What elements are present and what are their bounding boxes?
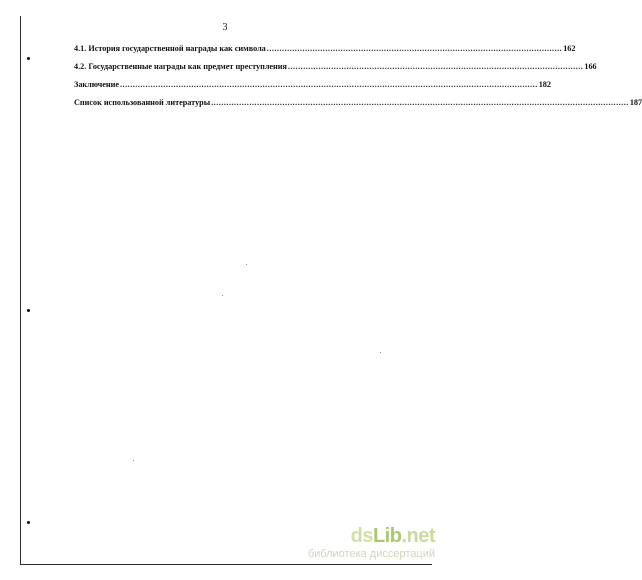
toc-entry-title: 4.1. История государственной награды как символа — [74, 44, 266, 53]
watermark-logo-part: ds — [350, 525, 373, 547]
scan-left-edge — [20, 16, 21, 564]
toc-dot-leader: .................................................................................................................... — [287, 62, 584, 71]
watermark-subtitle: библиотека диссертаций — [307, 548, 435, 560]
binding-hole-mark — [27, 57, 30, 60]
toc-entry — [74, 80, 551, 98]
binding-hole-mark — [27, 309, 30, 312]
watermark-logo-part: Lib — [372, 525, 402, 547]
scan-speck — [380, 352, 381, 353]
dslib-watermark — [285, 525, 435, 575]
toc-entry-page: 162 — [563, 44, 576, 53]
toc-entry-title: 4.2. Государственные награды как предмет преступления — [74, 62, 287, 71]
scan-speck — [133, 460, 134, 461]
watermark-logo — [351, 525, 435, 547]
scan-speck — [246, 264, 247, 265]
toc-dot-leader: .................................................................................................................... — [266, 44, 563, 53]
toc-entry-page: 187 — [629, 98, 642, 107]
toc-dot-leader: .................................................................................................................................................................... — [211, 98, 629, 107]
scan-speck — [222, 295, 223, 296]
toc-entry-page: 182 — [538, 80, 551, 89]
toc-entry — [74, 44, 576, 62]
binding-hole-mark — [27, 521, 30, 524]
watermark-logo-part: .net — [401, 525, 435, 547]
toc-entry-title: Список использованной литературы — [74, 98, 211, 107]
toc-entry — [74, 98, 642, 116]
toc-entry — [74, 62, 597, 80]
page-number: 3 — [222, 22, 228, 33]
toc-dot-leader: .................................................................................................................................................................... — [120, 80, 538, 89]
table-of-contents — [74, 44, 642, 116]
toc-entry-page: 166 — [584, 62, 597, 71]
toc-entry-title: Заключение — [74, 80, 119, 89]
